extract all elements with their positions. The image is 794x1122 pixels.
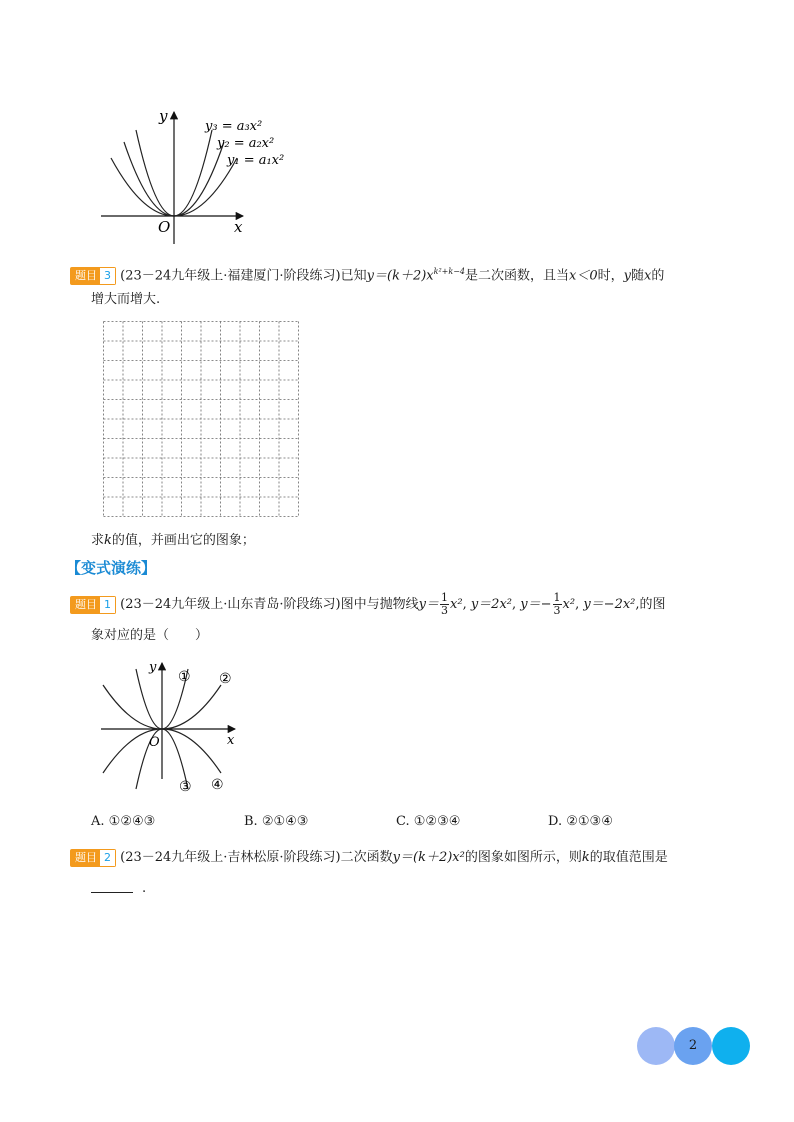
label-y2: y₂ = a₂x² xyxy=(217,136,275,151)
problem2-line1: 题目 2 (23－24九年级上·吉林松原·阶段练习)二次函数y＝(k＋2)x²的图象如图所示，则k的取值范围是 xyxy=(70,847,668,869)
x-axis-label: x xyxy=(234,218,243,236)
parabola-family-graph xyxy=(95,100,295,248)
option-b[interactable]: B. ②①④③ xyxy=(244,814,309,829)
label-y3: y₃ = a₃x² xyxy=(205,119,263,134)
curve-label-1: ① xyxy=(178,669,191,685)
problem3-badge: 题目 3 xyxy=(70,267,116,285)
curve-label-3: ③ xyxy=(179,779,192,795)
four-parabolas-graph xyxy=(95,655,255,800)
problem3-question: 求k的值，并画出它的图象； xyxy=(91,533,255,548)
problem3-line1: 题目 3 (23－24九年级上·福建厦门·阶段练习)已知$y=(k+2)x^{k^2+k-4}$是二次函数，且当x＜0时，y随x的 xyxy=(70,261,664,287)
y-axis-label: y xyxy=(159,107,168,125)
option-d[interactable]: D. ②①③④ xyxy=(548,814,613,829)
origin-label: O xyxy=(158,218,171,236)
curve-label-2: ② xyxy=(219,671,232,687)
problem3-source: (23－24九年级上·福建厦门·阶段练习) xyxy=(120,268,341,284)
page-circle-right xyxy=(712,1027,750,1065)
problem1-source: (23－24九年级上·山东青岛·阶段练习) xyxy=(120,597,341,612)
problem1-line1: 题目 1 (23－24九年级上·山东青岛·阶段练习)图中与抛物线y＝ $\frac{1}{3}$ x², y＝2x², y＝− $\frac{1}{3}$ x², y＝−2x²,的图 xyxy=(70,592,666,617)
y-axis-label: y xyxy=(149,660,157,675)
problem3-formula: y＝(k＋2)x xyxy=(366,268,434,284)
section-title: 【变式演练】 xyxy=(66,559,157,577)
page-circle-left xyxy=(637,1027,675,1065)
problem3-line2: 增大而增大. xyxy=(91,292,161,307)
problem2-source: (23－24九年级上·吉林松原·阶段练习) xyxy=(120,850,341,865)
problem1-badge: 题目 1 xyxy=(70,596,116,614)
label-y1: y₁ = a₁x² xyxy=(227,153,285,168)
answer-blank[interactable] xyxy=(91,891,133,893)
curve-label-4: ④ xyxy=(211,777,224,793)
page-number: 2 xyxy=(688,1038,698,1053)
blank-grid xyxy=(103,321,299,517)
origin-label: O xyxy=(149,735,160,750)
x-axis-label: x xyxy=(227,733,235,748)
blank-period: . xyxy=(142,881,147,896)
problem2-badge: 题目 2 xyxy=(70,849,116,867)
problem1-line2: 象对应的是（ ） xyxy=(91,628,209,643)
option-c[interactable]: C. ①②③④ xyxy=(396,814,461,829)
option-a[interactable]: A. ①②④③ xyxy=(91,814,156,829)
